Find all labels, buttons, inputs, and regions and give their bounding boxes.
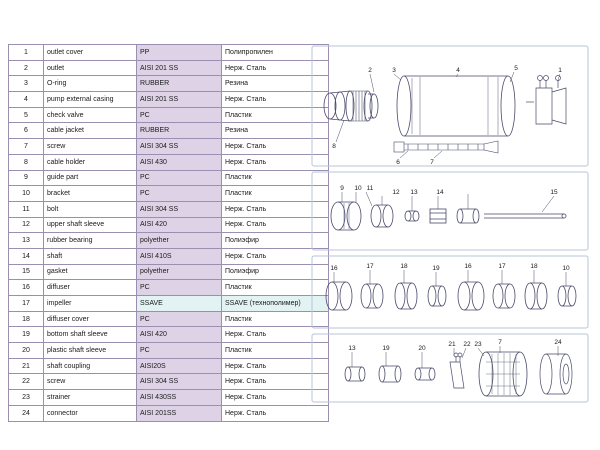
callout-22: 22 <box>463 341 471 348</box>
cell-material: AISI 430 <box>137 154 222 170</box>
cell-name: impeller <box>44 296 137 312</box>
cell-name: cable jacket <box>44 123 137 139</box>
table-row <box>9 405 329 421</box>
cell-material-ru: Пластик <box>222 107 329 123</box>
cell-no: 17 <box>9 296 44 312</box>
table-row <box>9 280 329 296</box>
cell-material: AISI 420 <box>137 327 222 343</box>
cell-material-ru: Нерж. Сталь <box>222 154 329 170</box>
callout-1: 1 <box>558 67 562 74</box>
callout-5: 5 <box>514 65 518 72</box>
callout-9: 9 <box>340 185 344 192</box>
table-row <box>9 248 329 264</box>
cell-no: 1 <box>9 45 44 61</box>
cell-material-ru: Нерж. Сталь <box>222 390 329 406</box>
cell-material: polyether <box>137 264 222 280</box>
cell-material-ru: Нерж. Сталь <box>222 405 329 421</box>
cell-name: bracket <box>44 186 137 202</box>
cell-material-ru: Нерж. Сталь <box>222 139 329 155</box>
cell-name: screw <box>44 139 137 155</box>
cell-name: bolt <box>44 201 137 217</box>
cell-material: AISI 201 SS <box>137 92 222 108</box>
cell-name: outlet <box>44 60 137 76</box>
cell-material-ru: Нерж. Сталь <box>222 92 329 108</box>
cell-material-ru: Пластик <box>222 186 329 202</box>
cell-no: 23 <box>9 390 44 406</box>
cell-material: PC <box>137 170 222 186</box>
table-row <box>9 358 329 374</box>
cell-material-ru: Резина <box>222 76 329 92</box>
cell-material: RUBBER <box>137 123 222 139</box>
table-row <box>9 390 329 406</box>
callout-7: 7 <box>430 159 434 166</box>
callout-10b: 10 <box>562 265 570 272</box>
cell-name: outlet cover <box>44 45 137 61</box>
cell-no: 14 <box>9 248 44 264</box>
cell-name: strainer <box>44 390 137 406</box>
cell-material: AISI 201 SS <box>137 60 222 76</box>
cell-no: 19 <box>9 327 44 343</box>
cell-material: AISI 304 SS <box>137 201 222 217</box>
cell-no: 22 <box>9 374 44 390</box>
cell-no: 11 <box>9 201 44 217</box>
cell-material: PC <box>137 343 222 359</box>
cell-material-ru: Пластик <box>222 311 329 327</box>
cell-no: 7 <box>9 139 44 155</box>
callout-24: 24 <box>554 339 562 346</box>
cell-no: 12 <box>9 217 44 233</box>
cell-material: PP <box>137 45 222 61</box>
cell-material-ru: Резина <box>222 123 329 139</box>
callout-7b: 7 <box>498 339 502 346</box>
cell-name: cable holder <box>44 154 137 170</box>
callout-11: 11 <box>366 185 374 192</box>
callout-21: 21 <box>448 341 456 348</box>
cell-no: 24 <box>9 405 44 421</box>
callout-16b: 16 <box>464 263 472 270</box>
cell-material-ru: SSAVE (технополимер) <box>222 296 329 312</box>
cell-material: PC <box>137 280 222 296</box>
cell-no: 15 <box>9 264 44 280</box>
cell-no: 3 <box>9 76 44 92</box>
cell-no: 8 <box>9 154 44 170</box>
cell-no: 16 <box>9 280 44 296</box>
callout-3: 3 <box>392 67 396 74</box>
cell-no: 6 <box>9 123 44 139</box>
cell-material: polyether <box>137 233 222 249</box>
cell-material-ru: Полипропилен <box>222 45 329 61</box>
cell-name: screw <box>44 374 137 390</box>
cell-name: shaft <box>44 248 137 264</box>
cell-name: plastic shaft sleeve <box>44 343 137 359</box>
callout-2: 2 <box>368 67 372 74</box>
cell-no: 5 <box>9 107 44 123</box>
parts-table-body <box>9 45 329 422</box>
cell-material-ru: Нерж. Сталь <box>222 60 329 76</box>
cell-name: O-ring <box>44 76 137 92</box>
cell-material: AISI 420 <box>137 217 222 233</box>
parts-table <box>8 44 329 422</box>
cell-name: shaft coupling <box>44 358 137 374</box>
table-row <box>9 343 329 359</box>
table-row <box>9 264 329 280</box>
cell-material-ru: Пластик <box>222 343 329 359</box>
cell-no: 13 <box>9 233 44 249</box>
exploded-diagram <box>308 44 592 406</box>
callout-17: 17 <box>366 263 374 270</box>
table-row <box>9 154 329 170</box>
table-row <box>9 92 329 108</box>
table-row <box>9 139 329 155</box>
table-row <box>9 60 329 76</box>
cell-name: check valve <box>44 107 137 123</box>
cell-no: 21 <box>9 358 44 374</box>
callout-19b: 19 <box>382 345 390 352</box>
callout-20: 20 <box>418 345 426 352</box>
callout-6: 6 <box>396 159 400 166</box>
cell-material: AISI 201SS <box>137 405 222 421</box>
callout-16: 16 <box>330 265 338 272</box>
callout-18b: 18 <box>530 263 538 270</box>
table-row <box>9 374 329 390</box>
callout-17b: 17 <box>498 263 506 270</box>
callout-12: 12 <box>392 189 400 196</box>
table-row <box>9 327 329 343</box>
callout-14: 14 <box>436 189 444 196</box>
table-row <box>9 76 329 92</box>
cell-name: diffuser <box>44 280 137 296</box>
cell-material-ru: Нерж. Сталь <box>222 248 329 264</box>
cell-material: AISI 430SS <box>137 390 222 406</box>
cell-material: AISI20S <box>137 358 222 374</box>
cell-no: 9 <box>9 170 44 186</box>
cell-material-ru: Полиэфир <box>222 264 329 280</box>
cell-material-ru: Полиэфир <box>222 233 329 249</box>
table-row-highlighted <box>9 296 329 312</box>
table-row <box>9 107 329 123</box>
cell-name: connector <box>44 405 137 421</box>
cell-material: SSAVE <box>137 296 222 312</box>
table-row <box>9 217 329 233</box>
cell-name: bottom shaft sleeve <box>44 327 137 343</box>
table-row <box>9 186 329 202</box>
cell-material: AISI 304 SS <box>137 139 222 155</box>
cell-no: 10 <box>9 186 44 202</box>
cell-material: AISI 410S <box>137 248 222 264</box>
table-row <box>9 233 329 249</box>
cell-name: upper shaft sleeve <box>44 217 137 233</box>
table-row <box>9 123 329 139</box>
cell-name: pump external casing <box>44 92 137 108</box>
cell-material-ru: Нерж. Сталь <box>222 358 329 374</box>
callout-4: 4 <box>456 67 460 74</box>
cell-no: 2 <box>9 60 44 76</box>
callout-13b: 13 <box>348 345 356 352</box>
cell-material-ru: Пластик <box>222 280 329 296</box>
callout-8: 8 <box>332 143 336 150</box>
callout-19: 19 <box>432 265 440 272</box>
cell-material: RUBBER <box>137 76 222 92</box>
cell-material-ru: Нерж. Сталь <box>222 201 329 217</box>
callout-15: 15 <box>550 189 558 196</box>
callout-13: 13 <box>410 189 418 196</box>
table-row <box>9 170 329 186</box>
callout-23: 23 <box>474 341 482 348</box>
table-row <box>9 201 329 217</box>
table-row <box>9 311 329 327</box>
cell-name: diffuser cover <box>44 311 137 327</box>
cell-material-ru: Пластик <box>222 170 329 186</box>
cell-material: AISI 304 SS <box>137 374 222 390</box>
cell-material: PC <box>137 311 222 327</box>
cell-name: gasket <box>44 264 137 280</box>
table-row <box>9 45 329 61</box>
cell-material: PC <box>137 186 222 202</box>
cell-name: rubber bearing <box>44 233 137 249</box>
callout-10: 10 <box>354 185 362 192</box>
cell-name: guide part <box>44 170 137 186</box>
cell-material-ru: Нерж. Сталь <box>222 374 329 390</box>
cell-no: 4 <box>9 92 44 108</box>
cell-material: PC <box>137 107 222 123</box>
cell-material-ru: Нерж. Сталь <box>222 217 329 233</box>
cell-material-ru: Нерж. Сталь <box>222 327 329 343</box>
cell-no: 18 <box>9 311 44 327</box>
cell-no: 20 <box>9 343 44 359</box>
callout-18: 18 <box>400 263 408 270</box>
